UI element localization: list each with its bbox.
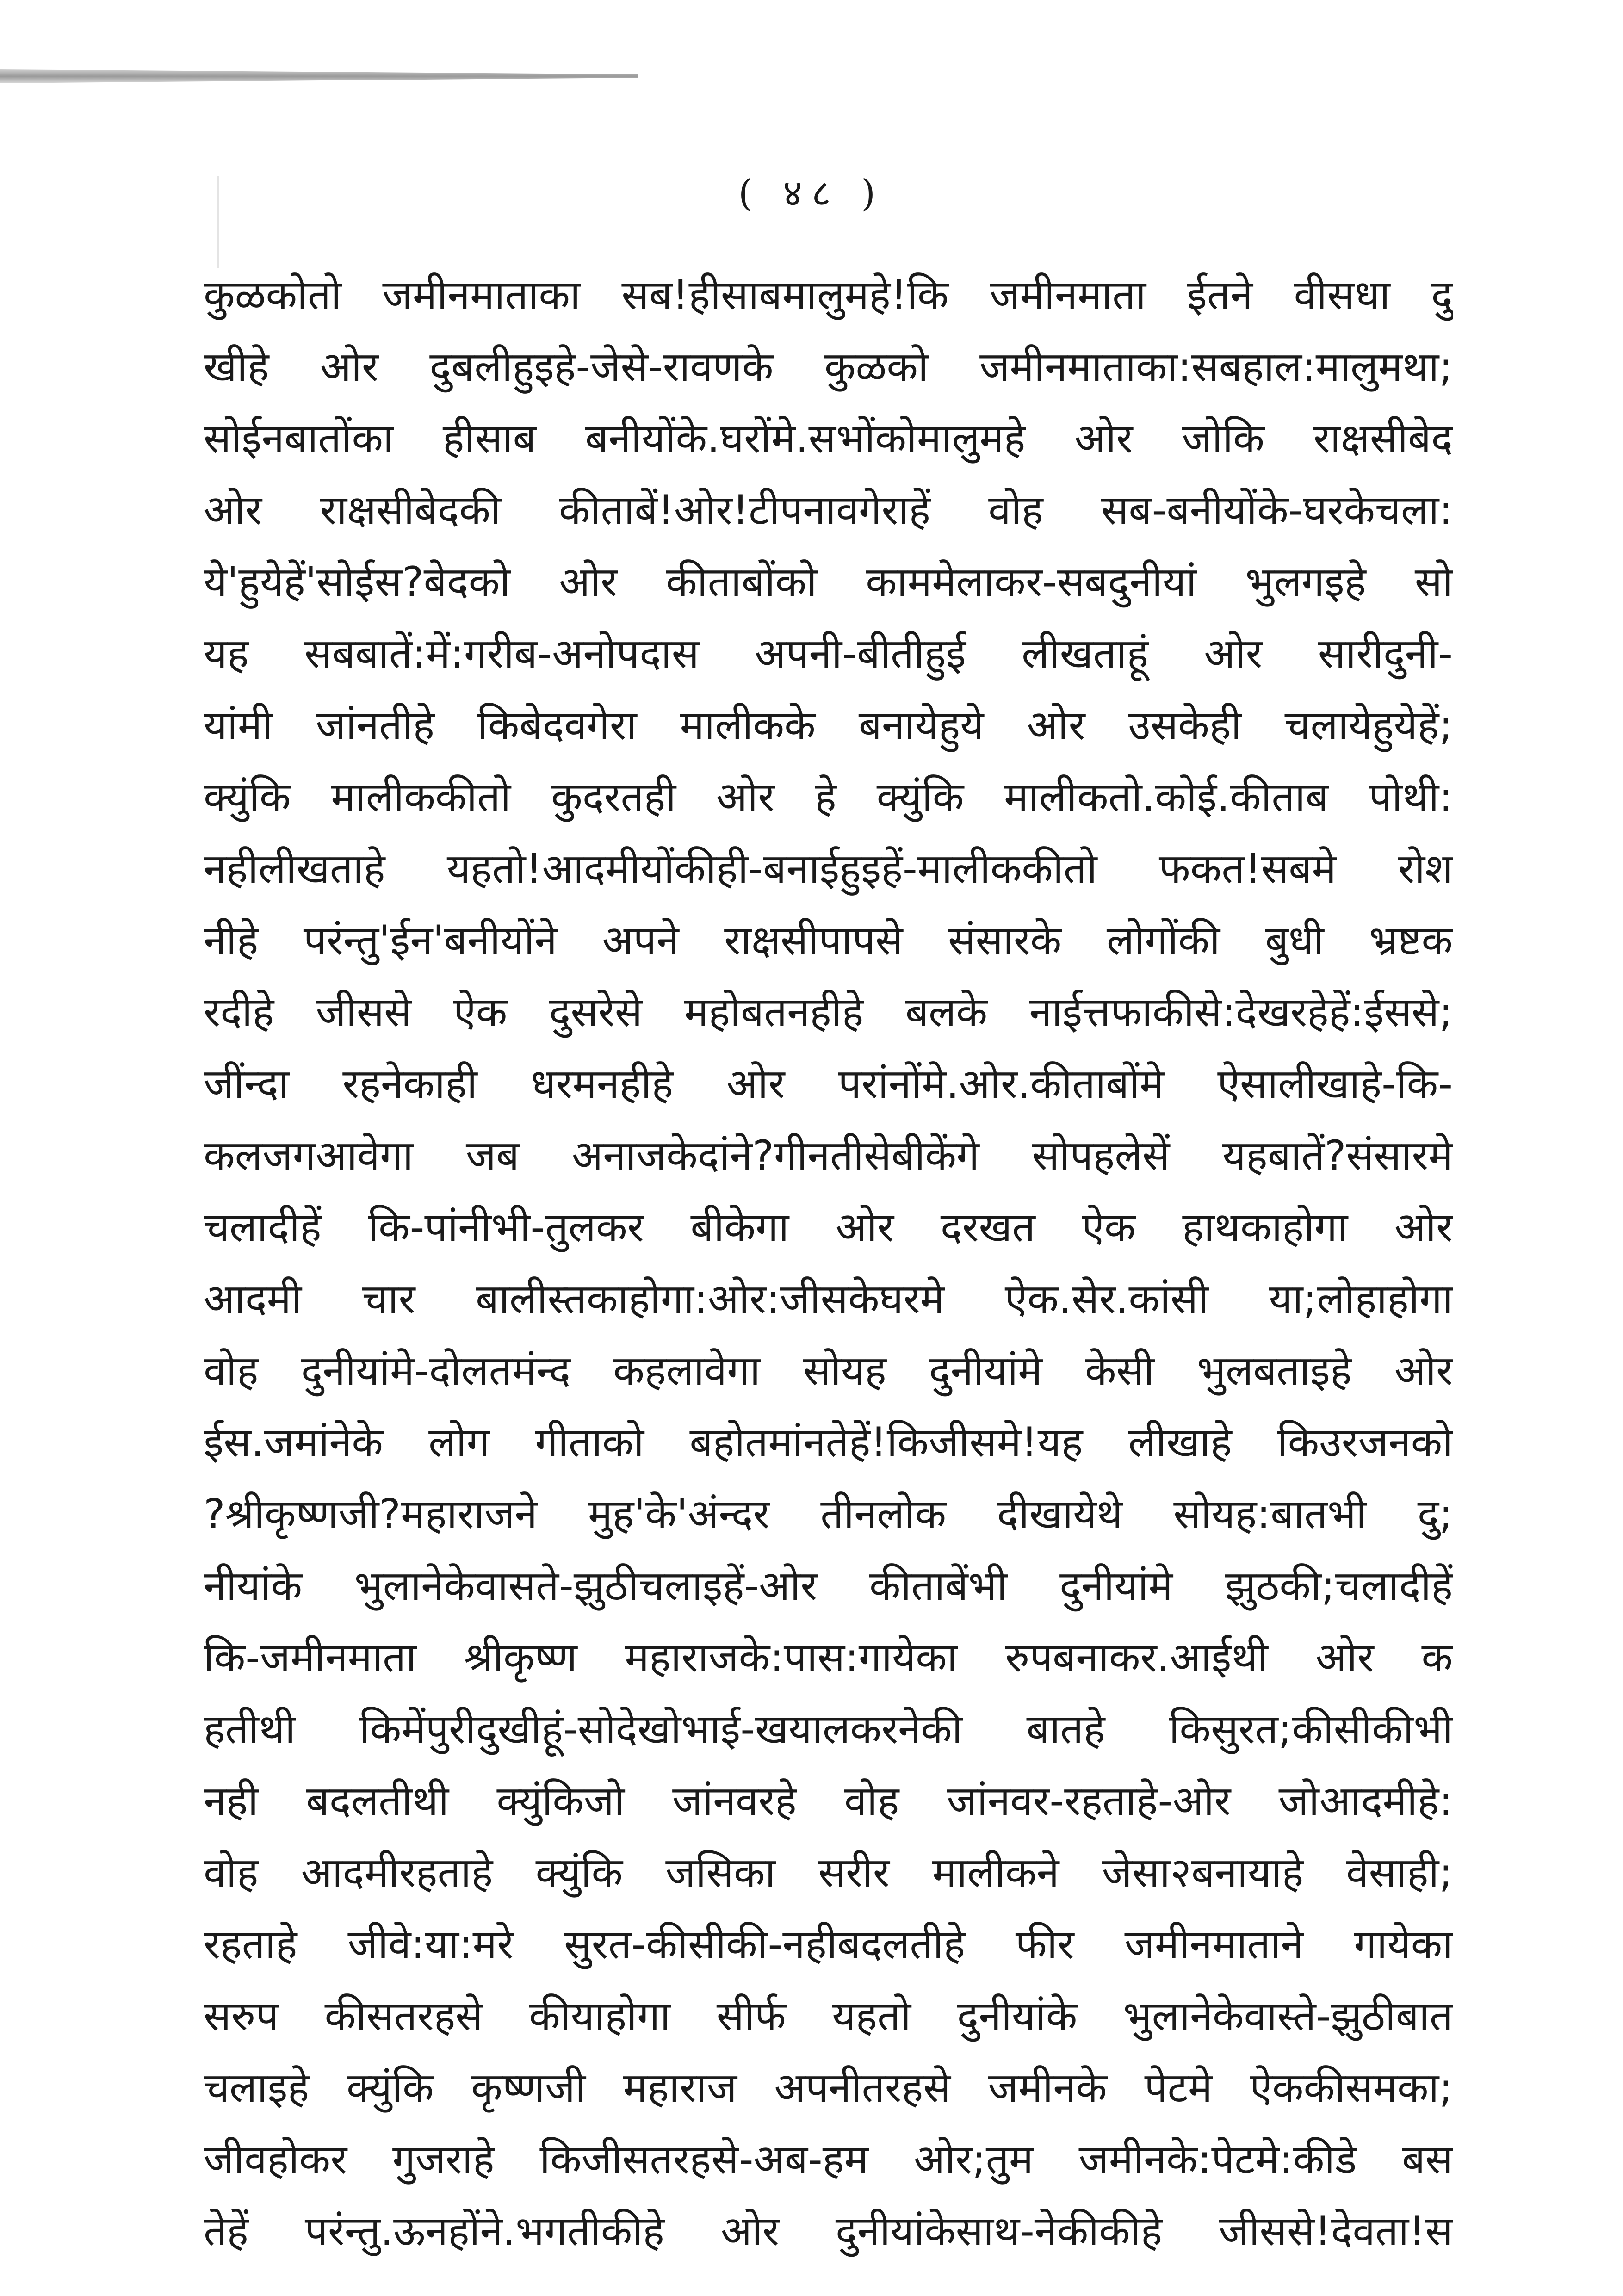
text-line: नहीलीखताहे यहतो!आदमीयोंकीही-बनाईहुइहें-मालीककीतो फकत!सबमे रोश xyxy=(204,845,1453,892)
text-line: हतीथी किमेंपुरीदुखीहूं-सोदेखोभाई-खयालकरनेकी बातहे किसुरत;कीसीकीभी xyxy=(204,1705,1453,1753)
text-line: ?श्रीकृष्णजी?महाराजने मुह'के'अंन्दर तीनलोक दीखायेथे सोयह:बातभी दु; xyxy=(204,1490,1453,1538)
text-line: तेहें परंन्तु.ऊनहोंने.भगतीकीहे ओर दुनीयांकेसाथ-नेकीकीहे जीससे!देवता!स xyxy=(204,2207,1453,2255)
text-line: क्युंकि मालीककीतो कुदरतही ओर हे क्युंकि मालीकतो.कोई.कीताब पोथी: xyxy=(204,773,1453,821)
text-line: नही बदलतीथी क्युंकिजो जांनवरहे वोह जांनवर-रहताहे-ओर जोआदमीहे: xyxy=(204,1777,1453,1825)
text-line: खीहे ओर दुबलीहुइहे-जेसे-रावणके कुळको जमीनमाताका:सबहाल:मालुमथा; xyxy=(204,343,1453,390)
text-line: यह सबबातें:में:गरीब-अनोपदास अपनी-बीतीहुई लीखताहूं ओर सारीदुनी- xyxy=(204,630,1453,677)
text-line: आदमी चार बालीस्तकाहोगा:ओर:जीसकेघरमे ऐक.सेर.कांसी या;लोहाहोगा xyxy=(204,1275,1453,1323)
top-edge-rule xyxy=(0,69,638,83)
text-line: सोईनबातोंका हीसाब बनीयोंके.घरोंमे.सभोंकोमालुमहे ओर जोकि राक्षसीबेद xyxy=(204,415,1453,462)
text-line: नीयांके भुलानेकेवासते-झुठीचलाइहें-ओर कीताबेंभी दुनीयांमे झुठकी;चलादीहें xyxy=(204,1562,1453,1609)
body-text xyxy=(204,259,1453,2267)
text-line: कि-जमीनमाता श्रीकृष्ण महाराजके:पास:गायेका रुपबनाकर.आईथी ओर क xyxy=(204,1634,1453,1681)
text-line: ये'हुयेहें'सोईस?बेदको ओर कीताबोंको काममेलाकर-सबदुनीयां भुलगइहे सो xyxy=(204,558,1453,606)
text-line: रहताहे जीवे:या:मरे सुरत-कीसीकी-नहीबदलतीहे फीर जमीनमाताने गायेका xyxy=(204,1920,1453,1968)
text-line: सरुप कीसतरहसे कीयाहोगा सीर्फ यहतो दुनीयांके भुलानेकेवास्ते-झुठीबात xyxy=(204,1992,1453,2040)
text-line: वोह आदमीरहताहे क्युंकि जसिका सरीर मालीकने जेसा२बनायाहे वेसाही; xyxy=(204,1849,1453,1896)
text-line: रदीहे जीससे ऐक दुसरेसे महोबतनहीहे बलके नाईत्तफाकीसे:देखरहेहें:ईससे; xyxy=(204,988,1453,1036)
text-line: यांमी जांनतीहे किबेदवगेरा मालीकके बनायेहुये ओर उसकेही चलायेहुयेहें; xyxy=(204,701,1453,749)
text-line: ईस.जमांनेके लोग गीताको बहोतमांनतेहें!किजीसमे!यह लीखाहे किउरजनको xyxy=(204,1418,1453,1466)
text-line: चलादीहें कि-पांनीभी-तुलकर बीकेगा ओर दरखत ऐक हाथकाहोगा ओर xyxy=(204,1203,1453,1251)
text-line: ओर राक्षसीबेदकी कीताबें!ओर!टीपनावगेराहें वोह सब-बनीयोंके-घरकेचला: xyxy=(204,486,1453,534)
text-line: कुळकोतो जमीनमाताका सब!हीसाबमालुमहे!कि जमीनमाता ईतने वीसधा दु xyxy=(204,271,1453,319)
text-line: जींन्दा रहनेकाही धरमनहीहे ओर परांनोंमे.ओर.कीताबोंमे ऐसालीखाहे-कि- xyxy=(204,1060,1453,1108)
page-number: ( ४८ ) xyxy=(738,172,885,215)
text-line: चलाइहे क्युंकि कृष्णजी महाराज अपनीतरहसे जमीनके पेटमे ऐककीसमका; xyxy=(204,2064,1453,2111)
text-line: वोह दुनीयांमे-दोलतमंन्द कहलावेगा सोयह दुनीयांमे केसी भुलबताइहे ओर xyxy=(204,1347,1453,1394)
text-line: कलजगआवेगा जब अनाजकेदांने?गीनतीसेबीकेंगे सोपहलेसें यहबातें?संसारमे xyxy=(204,1132,1453,1179)
text-line: जीवहोकर गुजराहे किजीसतरहसे-अब-हम ओर;तुम जमीनके:पेटमे:कीडे बस xyxy=(204,2135,1453,2183)
text-line: नीहे परंन्तु'ईन'बनीयोंने अपने राक्षसीपापसे संसारके लोगोंकी बुधी भ्रष्टक xyxy=(204,916,1453,964)
